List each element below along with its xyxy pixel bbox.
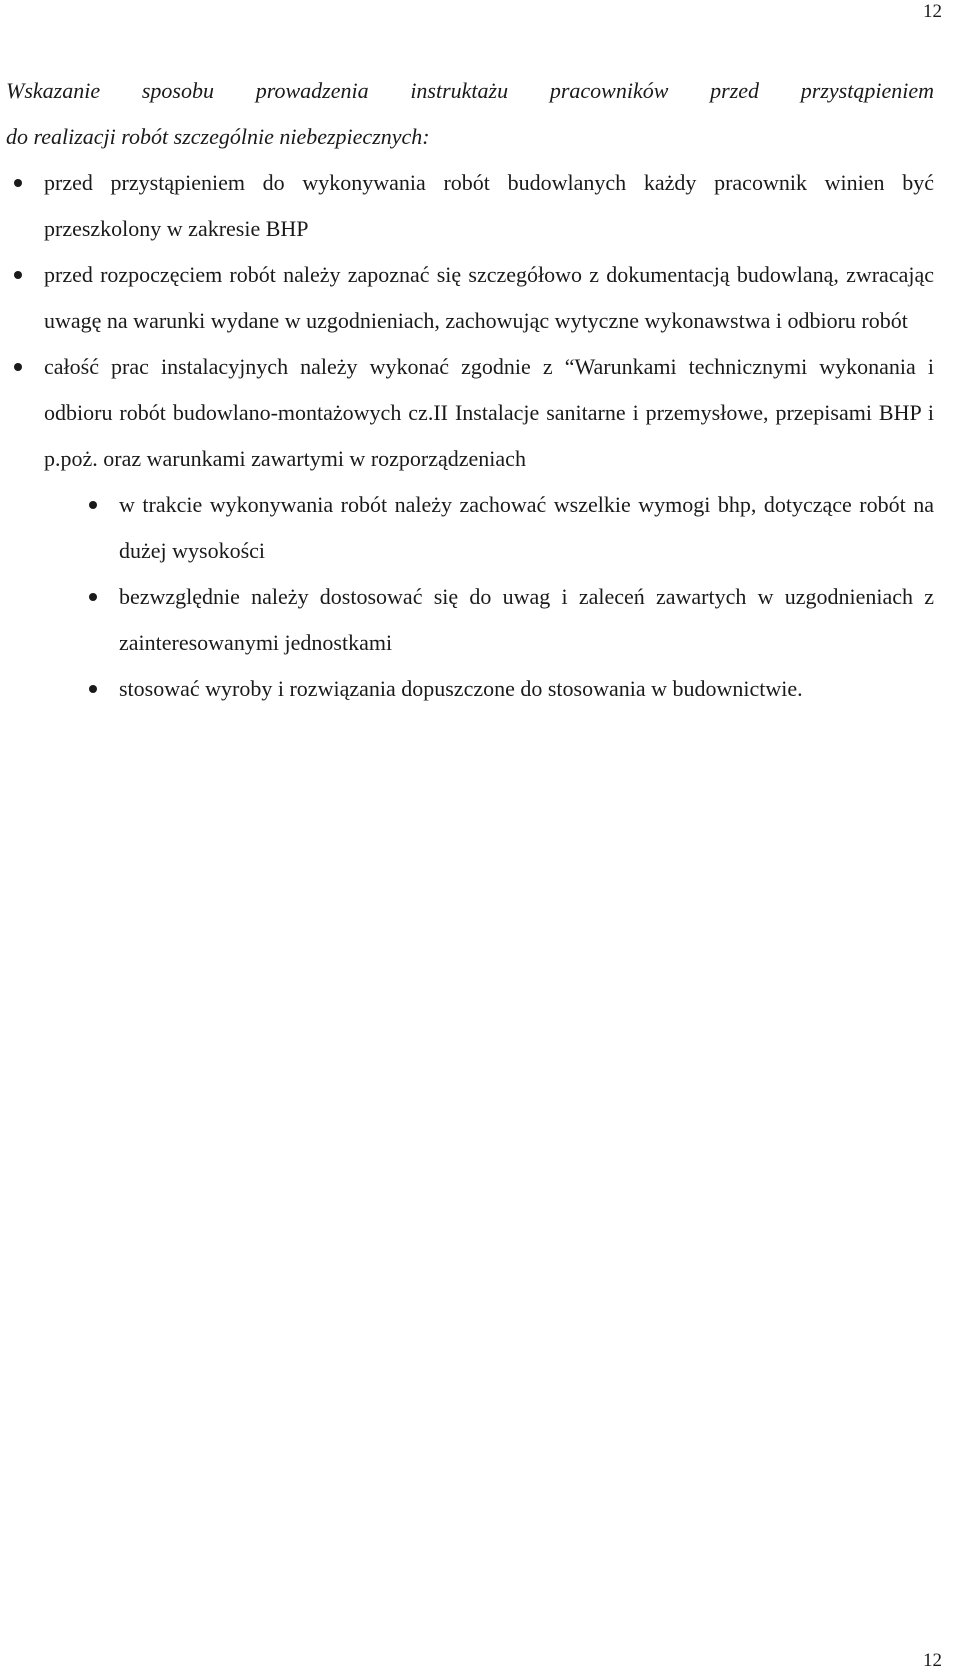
list-item-text: przed przystąpieniem do wykonywania robót budowlanych każdy pracownik winien być przeszkolony w zakresie BHP	[44, 170, 934, 241]
bullet-icon	[89, 593, 97, 601]
list-item	[81, 666, 934, 712]
list-item	[6, 344, 934, 482]
page-number-bottom: 12	[923, 1650, 942, 1671]
list-item-text: przed rozpoczęciem robót należy zapoznać się szczegółowo z dokumentacją budowlaną, zwracając uwagę na warunki wydane w uzgodnieniach, zachowując wytyczne wykonawstwa i odbioru robót	[44, 262, 934, 333]
document-body	[6, 68, 934, 712]
bullet-icon	[89, 501, 97, 509]
section-heading	[6, 68, 934, 160]
heading-line-2: do realizacji robót szczególnie niebezpiecznych:	[6, 124, 430, 149]
bullet-icon	[14, 179, 22, 187]
page-number-top: 12	[923, 1, 942, 22]
nested-instruction-list	[6, 482, 934, 712]
list-item	[81, 574, 934, 666]
heading-line-1: Wskazanie sposobu prowadzenia instruktażu pracowników przed przystąpieniem	[6, 78, 934, 103]
list-item-text: bezwzględnie należy dostosować się do uwag i zaleceń zawartych w uzgodnieniach z zainteresowanymi jednostkami	[119, 584, 934, 655]
list-item	[6, 252, 934, 344]
bullet-icon	[14, 363, 22, 371]
list-item	[81, 482, 934, 574]
instruction-list	[6, 160, 934, 482]
list-item-text: w trakcie wykonywania robót należy zachować wszelkie wymogi bhp, dotyczące robót na dużej wysokości	[119, 492, 934, 563]
list-item-text: stosować wyroby i rozwiązania dopuszczone do stosowania w budownictwie.	[119, 676, 803, 701]
bullet-icon	[89, 685, 97, 693]
list-item-text: całość prac instalacyjnych należy wykonać zgodnie z “Warunkami technicznymi wykonania i odbioru robót budowlano-montażowych cz.II Instalacje sanitarne i przemysłowe, przepisami BHP i p.poż. oraz warunkami zawartymi w rozporządzeniach	[44, 354, 934, 471]
bullet-icon	[14, 271, 22, 279]
list-item	[6, 160, 934, 252]
